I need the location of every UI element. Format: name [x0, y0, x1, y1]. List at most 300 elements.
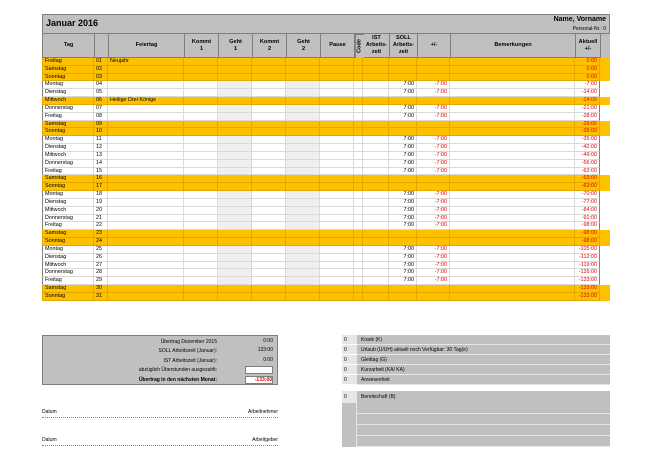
ist-cell — [363, 89, 389, 97]
geht1-cell[interactable] — [218, 222, 252, 230]
soll-cell — [389, 121, 417, 129]
soll-cell: 7:00 — [389, 136, 417, 144]
geht2-cell[interactable] — [286, 136, 320, 144]
geht2-cell[interactable] — [286, 222, 320, 230]
pause-cell[interactable] — [320, 113, 354, 121]
remarks-cell[interactable] — [450, 285, 575, 293]
geht2-cell[interactable] — [286, 168, 320, 176]
geht1-cell[interactable] — [218, 89, 252, 97]
geht1-cell[interactable] — [218, 238, 252, 246]
code-cell[interactable] — [354, 66, 363, 74]
ist-cell — [363, 207, 389, 215]
geht2-cell[interactable] — [286, 215, 320, 223]
pause-cell[interactable] — [320, 81, 354, 89]
summary-value[interactable]: -133:00 — [245, 376, 273, 384]
code-cell[interactable] — [354, 160, 363, 168]
remarks-cell[interactable] — [450, 277, 575, 285]
table-row — [42, 222, 610, 230]
code-cell[interactable] — [354, 81, 363, 89]
kommt2-cell[interactable] — [252, 175, 286, 183]
pause-cell[interactable] — [320, 183, 354, 191]
remarks-cell[interactable] — [450, 105, 575, 113]
geht1-cell[interactable] — [218, 215, 252, 223]
kommt1-cell[interactable] — [184, 89, 218, 97]
kommt2-cell[interactable] — [252, 66, 286, 74]
diff-cell — [417, 66, 450, 74]
geht2-cell[interactable] — [286, 230, 320, 238]
remarks-cell[interactable] — [450, 168, 575, 176]
employee-name[interactable]: Name, Vorname — [553, 16, 606, 23]
kommt2-cell[interactable] — [252, 293, 286, 301]
kommt2-cell[interactable] — [252, 183, 286, 191]
code-cell[interactable] — [354, 254, 363, 262]
geht1-cell[interactable] — [218, 175, 252, 183]
kommt2-cell[interactable] — [252, 58, 286, 66]
table-row — [42, 215, 610, 223]
kommt2-cell[interactable] — [252, 152, 286, 160]
table-row — [42, 199, 610, 207]
soll-cell: 7:00 — [389, 222, 417, 230]
holiday-cell — [108, 152, 184, 160]
code-cell[interactable] — [354, 269, 363, 277]
pause-cell[interactable] — [320, 58, 354, 66]
kommt1-cell[interactable] — [184, 81, 218, 89]
kommt1-cell[interactable] — [184, 66, 218, 74]
diff-cell: -7:00 — [417, 199, 450, 207]
remarks-cell[interactable] — [450, 144, 575, 152]
pause-cell[interactable] — [320, 199, 354, 207]
geht1-cell[interactable] — [218, 254, 252, 262]
ist-cell — [363, 81, 389, 89]
pause-cell[interactable] — [320, 293, 354, 301]
soll-cell — [389, 66, 417, 74]
pause-cell[interactable] — [320, 285, 354, 293]
table-row — [42, 152, 610, 160]
kommt2-cell[interactable] — [252, 121, 286, 129]
kommt1-cell[interactable] — [184, 58, 218, 66]
geht2-cell[interactable] — [286, 285, 320, 293]
remarks-cell[interactable] — [450, 97, 575, 105]
pause-cell[interactable] — [320, 128, 354, 136]
remarks-cell[interactable] — [450, 128, 575, 136]
day-cell: Montag — [42, 136, 94, 144]
remarks-cell[interactable] — [450, 215, 575, 223]
remarks-cell[interactable] — [450, 121, 575, 129]
table-row — [42, 285, 610, 293]
remarks-cell[interactable] — [450, 74, 575, 82]
remarks-cell[interactable] — [450, 262, 575, 270]
day-cell: Dienstag — [42, 199, 94, 207]
diff-cell — [417, 230, 450, 238]
soll-cell: 7:00 — [389, 262, 417, 270]
geht2-cell[interactable] — [286, 152, 320, 160]
kommt1-cell[interactable] — [184, 191, 218, 199]
running-balance-cell: -28:00 — [575, 113, 600, 121]
code-cell[interactable] — [354, 97, 363, 105]
kommt1-cell[interactable] — [184, 277, 218, 285]
kommt1-cell[interactable] — [184, 285, 218, 293]
diff-cell: -7:00 — [417, 152, 450, 160]
pause-cell[interactable] — [320, 207, 354, 215]
remarks-cell[interactable] — [450, 136, 575, 144]
kommt2-cell[interactable] — [252, 105, 286, 113]
kommt2-cell[interactable] — [252, 254, 286, 262]
kommt1-cell[interactable] — [184, 262, 218, 270]
pause-cell[interactable] — [320, 121, 354, 129]
geht1-cell[interactable] — [218, 183, 252, 191]
kommt1-cell[interactable] — [184, 175, 218, 183]
kommt2-cell[interactable] — [252, 97, 286, 105]
geht1-cell[interactable] — [218, 269, 252, 277]
remarks-cell[interactable] — [450, 199, 575, 207]
kommt1-cell[interactable] — [184, 246, 218, 254]
code-cell[interactable] — [354, 285, 363, 293]
holiday-cell — [108, 175, 184, 183]
pause-cell[interactable] — [320, 160, 354, 168]
table-row — [42, 207, 610, 215]
date-cell: 12 — [94, 144, 108, 152]
geht1-cell[interactable] — [218, 293, 252, 301]
ist-cell — [363, 199, 389, 207]
signature-employee[interactable] — [42, 409, 278, 419]
geht2-cell[interactable] — [286, 160, 320, 168]
geht1-cell[interactable] — [218, 152, 252, 160]
pause-cell[interactable] — [320, 277, 354, 285]
diff-cell: -7:00 — [417, 277, 450, 285]
kommt1-cell[interactable] — [184, 183, 218, 191]
kommt1-cell[interactable] — [184, 152, 218, 160]
code-cell[interactable] — [354, 58, 363, 66]
geht2-cell[interactable] — [286, 74, 320, 82]
date-cell: 27 — [94, 262, 108, 270]
kommt1-cell[interactable] — [184, 230, 218, 238]
geht1-cell[interactable] — [218, 66, 252, 74]
code-cell[interactable] — [354, 113, 363, 121]
geht2-cell[interactable] — [286, 207, 320, 215]
geht1-cell[interactable] — [218, 277, 252, 285]
table-row — [42, 113, 610, 121]
geht2-cell[interactable] — [286, 246, 320, 254]
pause-cell[interactable] — [320, 222, 354, 230]
pause-cell[interactable] — [320, 105, 354, 113]
pause-cell[interactable] — [320, 246, 354, 254]
running-balance-cell: -98:00 — [575, 238, 600, 246]
code-cell[interactable] — [354, 74, 363, 82]
kommt2-cell[interactable] — [252, 74, 286, 82]
kommt1-cell[interactable] — [184, 207, 218, 215]
geht2-cell[interactable] — [286, 89, 320, 97]
kommt2-cell[interactable] — [252, 222, 286, 230]
kommt1-cell[interactable] — [184, 160, 218, 168]
code-cell[interactable] — [354, 144, 363, 152]
pause-cell[interactable] — [320, 89, 354, 97]
kommt2-cell[interactable] — [252, 199, 286, 207]
diff-cell — [417, 97, 450, 105]
kommt2-cell[interactable] — [252, 246, 286, 254]
geht2-cell[interactable] — [286, 81, 320, 89]
kommt2-cell[interactable] — [252, 207, 286, 215]
kommt2-cell[interactable] — [252, 285, 286, 293]
holiday-cell — [108, 105, 184, 113]
kommt2-cell[interactable] — [252, 230, 286, 238]
pause-cell[interactable] — [320, 144, 354, 152]
geht2-cell[interactable] — [286, 191, 320, 199]
geht2-cell[interactable] — [286, 58, 320, 66]
kommt2-cell[interactable] — [252, 113, 286, 121]
kommt2-cell[interactable] — [252, 136, 286, 144]
running-balance-cell: -14:00 — [575, 89, 600, 97]
ist-cell — [363, 105, 389, 113]
geht1-cell[interactable] — [218, 199, 252, 207]
kommt2-cell[interactable] — [252, 168, 286, 176]
summary-value: 0:00 — [263, 338, 273, 344]
soll-cell — [389, 293, 417, 301]
geht1-cell[interactable] — [218, 74, 252, 82]
date-cell: 15 — [94, 168, 108, 176]
geht2-cell[interactable] — [286, 113, 320, 121]
table-row — [42, 269, 610, 277]
kommt1-cell[interactable] — [184, 199, 218, 207]
holiday-cell — [108, 269, 184, 277]
kommt1-cell[interactable] — [184, 269, 218, 277]
geht2-cell[interactable] — [286, 105, 320, 113]
geht1-cell[interactable] — [218, 121, 252, 129]
geht2-cell[interactable] — [286, 144, 320, 152]
table-row — [42, 66, 610, 74]
running-balance-cell: 0:00 — [575, 74, 600, 82]
kommt2-cell[interactable] — [252, 238, 286, 246]
geht2-cell[interactable] — [286, 262, 320, 270]
remarks-cell[interactable] — [450, 175, 575, 183]
pause-cell[interactable] — [320, 191, 354, 199]
geht1-cell[interactable] — [218, 207, 252, 215]
date-cell: 28 — [94, 269, 108, 277]
day-cell: Sonntag — [42, 183, 94, 191]
remarks-cell[interactable] — [450, 222, 575, 230]
remarks-cell[interactable] — [450, 238, 575, 246]
code-cell[interactable] — [354, 89, 363, 97]
remarks-cell[interactable] — [450, 230, 575, 238]
table-row — [42, 230, 610, 238]
kommt1-cell[interactable] — [184, 105, 218, 113]
geht2-cell[interactable] — [286, 128, 320, 136]
kommt2-cell[interactable] — [252, 128, 286, 136]
code-cell[interactable] — [354, 183, 363, 191]
day-cell: Samstag — [42, 121, 94, 129]
pause-cell[interactable] — [320, 238, 354, 246]
kommt1-cell[interactable] — [184, 74, 218, 82]
pause-cell[interactable] — [320, 168, 354, 176]
kommt1-cell[interactable] — [184, 144, 218, 152]
geht1-cell[interactable] — [218, 246, 252, 254]
kommt1-cell[interactable] — [184, 136, 218, 144]
kommt1-cell[interactable] — [184, 97, 218, 105]
geht1-cell[interactable] — [218, 81, 252, 89]
geht2-cell[interactable] — [286, 121, 320, 129]
remarks-cell[interactable] — [450, 81, 575, 89]
geht2-cell[interactable] — [286, 97, 320, 105]
pause-cell[interactable] — [320, 66, 354, 74]
code-cell[interactable] — [354, 246, 363, 254]
day-cell: Donnerstag — [42, 105, 94, 113]
pause-cell[interactable] — [320, 97, 354, 105]
code-cell[interactable] — [354, 199, 363, 207]
pause-cell[interactable] — [320, 136, 354, 144]
code-cell[interactable] — [354, 168, 363, 176]
geht2-cell[interactable] — [286, 269, 320, 277]
pause-cell[interactable] — [320, 262, 354, 270]
holiday-cell — [108, 285, 184, 293]
geht1-cell[interactable] — [218, 128, 252, 136]
kommt2-cell[interactable] — [252, 81, 286, 89]
date-cell: 03 — [94, 74, 108, 82]
kommt1-cell[interactable] — [184, 222, 218, 230]
remarks-cell[interactable] — [450, 293, 575, 301]
remarks-cell[interactable] — [450, 66, 575, 74]
code-cell[interactable] — [354, 215, 363, 223]
code-cell[interactable] — [354, 277, 363, 285]
geht2-cell[interactable] — [286, 238, 320, 246]
pause-cell[interactable] — [320, 152, 354, 160]
code-cell[interactable] — [354, 105, 363, 113]
running-balance-cell: -119:00 — [575, 262, 600, 270]
geht1-cell[interactable] — [218, 97, 252, 105]
day-cell: Sonntag — [42, 74, 94, 82]
remarks-cell[interactable] — [450, 58, 575, 66]
soll-cell — [389, 97, 417, 105]
remarks-cell[interactable] — [450, 207, 575, 215]
holiday-cell — [108, 144, 184, 152]
pause-cell[interactable] — [320, 254, 354, 262]
geht1-cell[interactable] — [218, 105, 252, 113]
table-row — [42, 191, 610, 199]
geht1-cell[interactable] — [218, 160, 252, 168]
geht1-cell[interactable] — [218, 168, 252, 176]
geht1-cell[interactable] — [218, 144, 252, 152]
code-cell[interactable] — [354, 222, 363, 230]
geht2-cell[interactable] — [286, 183, 320, 191]
code-legend-item — [342, 335, 610, 345]
diff-cell: -7:00 — [417, 105, 450, 113]
holiday-cell — [108, 215, 184, 223]
code-cell[interactable] — [354, 175, 363, 183]
soll-cell: 7:00 — [389, 168, 417, 176]
remarks-cell[interactable] — [450, 269, 575, 277]
day-cell: Samstag — [42, 175, 94, 183]
soll-cell: 7:00 — [389, 207, 417, 215]
summary-value[interactable] — [245, 366, 273, 374]
remarks-cell[interactable] — [450, 160, 575, 168]
code-cell[interactable] — [354, 121, 363, 129]
remarks-cell[interactable] — [450, 191, 575, 199]
geht2-cell[interactable] — [286, 199, 320, 207]
kommt1-cell[interactable] — [184, 238, 218, 246]
table-row — [42, 74, 610, 82]
diff-cell: -7:00 — [417, 136, 450, 144]
date-cell: 13 — [94, 152, 108, 160]
kommt2-cell[interactable] — [252, 277, 286, 285]
code-cell[interactable] — [354, 207, 363, 215]
remarks-cell[interactable] — [450, 254, 575, 262]
ist-cell — [363, 285, 389, 293]
kommt1-cell[interactable] — [184, 254, 218, 262]
ist-cell — [363, 113, 389, 121]
diff-cell — [417, 58, 450, 66]
kommt2-cell[interactable] — [252, 191, 286, 199]
kommt1-cell[interactable] — [184, 168, 218, 176]
remarks-cell[interactable] — [450, 183, 575, 191]
remarks-cell[interactable] — [450, 152, 575, 160]
kommt2-cell[interactable] — [252, 144, 286, 152]
ist-cell — [363, 215, 389, 223]
kommt1-cell[interactable] — [184, 215, 218, 223]
geht2-cell[interactable] — [286, 175, 320, 183]
kommt1-cell[interactable] — [184, 113, 218, 121]
kommt2-cell[interactable] — [252, 262, 286, 270]
geht2-cell[interactable] — [286, 66, 320, 74]
geht2-cell[interactable] — [286, 277, 320, 285]
signature-date-label: Datum — [42, 437, 57, 443]
code-cell[interactable] — [354, 238, 363, 246]
pause-cell[interactable] — [320, 230, 354, 238]
kommt1-cell[interactable] — [184, 121, 218, 129]
code-cell[interactable] — [354, 136, 363, 144]
signature-role-label: Arbeitgeber — [252, 437, 278, 443]
signature-employer[interactable] — [42, 437, 278, 447]
geht2-cell[interactable] — [286, 293, 320, 301]
remarks-cell[interactable] — [450, 89, 575, 97]
soll-cell: 7:00 — [389, 246, 417, 254]
geht1-cell[interactable] — [218, 136, 252, 144]
pause-cell[interactable] — [320, 269, 354, 277]
kommt2-cell[interactable] — [252, 89, 286, 97]
diff-cell — [417, 128, 450, 136]
column-header: Bemerkungen — [451, 34, 576, 58]
soll-cell: 7:00 — [389, 191, 417, 199]
kommt2-cell[interactable] — [252, 215, 286, 223]
geht1-cell[interactable] — [218, 113, 252, 121]
pause-cell[interactable] — [320, 74, 354, 82]
geht1-cell[interactable] — [218, 285, 252, 293]
month-title: Januar 2016 — [46, 18, 99, 28]
diff-cell: -7:00 — [417, 215, 450, 223]
kommt1-cell[interactable] — [184, 293, 218, 301]
code-cell[interactable] — [354, 230, 363, 238]
kommt2-cell[interactable] — [252, 269, 286, 277]
remarks-cell[interactable] — [450, 246, 575, 254]
geht1-cell[interactable] — [218, 262, 252, 270]
diff-cell — [417, 238, 450, 246]
geht1-cell[interactable] — [218, 230, 252, 238]
kommt1-cell[interactable] — [184, 128, 218, 136]
running-balance-cell: -63:00 — [575, 183, 600, 191]
geht1-cell[interactable] — [218, 58, 252, 66]
remarks-cell[interactable] — [450, 113, 575, 121]
kommt2-cell[interactable] — [252, 160, 286, 168]
code-cell[interactable] — [354, 128, 363, 136]
code-cell[interactable] — [354, 293, 363, 301]
code-cell[interactable] — [354, 262, 363, 270]
geht1-cell[interactable] — [218, 191, 252, 199]
pause-cell[interactable] — [320, 215, 354, 223]
pause-cell[interactable] — [320, 175, 354, 183]
day-cell: Donnerstag — [42, 160, 94, 168]
column-header-row — [42, 34, 610, 58]
day-cell: Montag — [42, 246, 94, 254]
geht2-cell[interactable] — [286, 254, 320, 262]
code-cell[interactable] — [354, 191, 363, 199]
code-cell[interactable] — [354, 152, 363, 160]
